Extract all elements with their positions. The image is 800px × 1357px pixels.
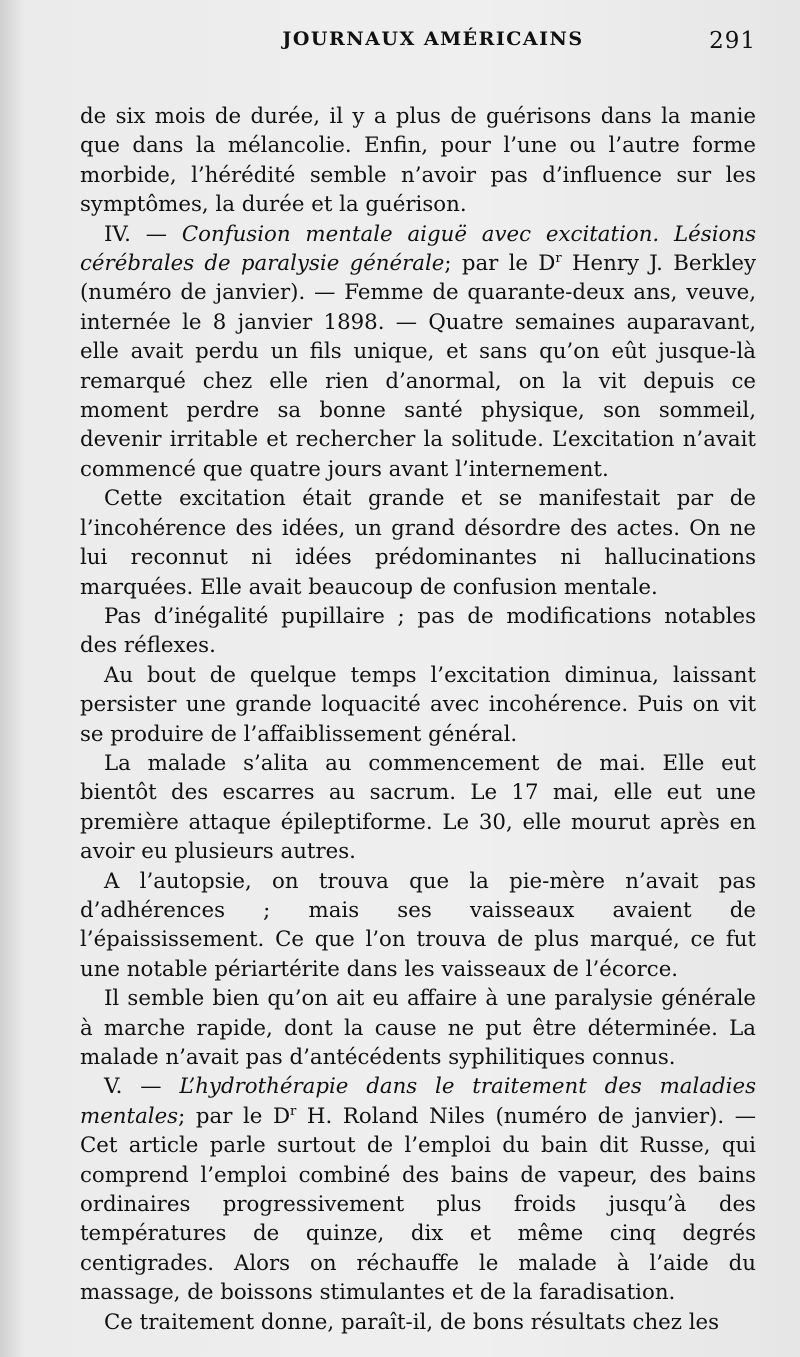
- section-number: IV. —: [104, 221, 182, 247]
- paragraph-text: Ce traitement donne, paraît-il, de bons résultats chez les: [104, 1309, 720, 1335]
- paragraph-continuation: [80, 102, 756, 220]
- byline-prefix: ; par le D: [178, 1103, 291, 1129]
- paragraph-text: Au bout de quelque temps l’excitation diminua, laissant persister une grande loquacité avec incohérence. Puis on vit se produire de l’affaiblissement général.: [80, 662, 756, 747]
- paragraph: [80, 867, 756, 985]
- section-text: H. Roland Niles (numéro de janvier). — Cet article parle surtout de l’emploi du bain dit Russe, qui comprend l’emploi combiné des bains de vapeur, des bains ordinaires progressivement plus froids jusqu’à des températures de quinze, dix et même cinq degrés centigrades. Alors on réchauffe le malade à l’aide du massage, de boissons stimulantes et de la faradisation.: [80, 1103, 757, 1306]
- doctor-superscript: r: [290, 1103, 297, 1119]
- doctor-superscript: r: [555, 250, 562, 266]
- section-iv: [80, 220, 756, 485]
- paragraph: [80, 749, 756, 867]
- paragraph: [80, 484, 756, 602]
- section-v: [80, 1072, 756, 1307]
- article-title: L’hydrothérapie dans le traitement des maladies mentales: [80, 1074, 756, 1129]
- section-number: V. —: [104, 1074, 180, 1100]
- paragraph: [80, 1308, 756, 1337]
- paragraph: [80, 661, 756, 749]
- paragraph-text: Pas d’inégalité pupillaire ; pas de modifications notables des réflexes.: [80, 603, 756, 659]
- paragraph-text: La malade s’alita au commencement de mai. Elle eut bientôt des escarres au sacrum. Le 17 mai, elle eut une première attaque épileptiforme. Le 30, elle mourut après en avoir eu plusieurs autres.: [80, 750, 756, 865]
- paragraph: [80, 602, 756, 661]
- byline-prefix: ; par le D: [444, 251, 556, 277]
- article-title: Confusion mentale aiguë avec excitation. Lésions cérébrales de paralysie générale: [80, 221, 756, 277]
- section-text: Henry J. Berkley (numéro de janvier). — Femme de quarante-deux ans, veuve, internée le 8 janvier 1898. — Quatre semaines auparavant, elle avait perdu un fils unique, et sans qu’on eût jusque-là remarqué chez elle rien d’anormal, on la vit depuis ce moment perdre sa bonne santé physique, son sommeil, devenir irritable et rechercher la solitude. L’excitation n’avait commencé que quatre jours avant l’internement.: [80, 251, 756, 482]
- paragraph-text: A l’autopsie, on trouva que la pie-mère n’avait pas d’adhérences ; mais ses vaisseaux avaient de l’épaississement. Ce que l’on trouva de plus marqué, ce fut une notable périartérite dans les vaisseaux de l’écorce.: [80, 868, 756, 982]
- running-title: JOURNAUX AMÉRICAINS: [282, 28, 584, 50]
- paragraph-text: Il semble bien qu’on ait eu affaire à une paralysie générale à marche rapide, dont la cause ne put être déterminée. La malade n’avait pas d’antécédents syphilitiques connus.: [80, 986, 756, 1070]
- body-text: [80, 102, 756, 1337]
- paragraph-text: de six mois de durée, il y a plus de guérisons dans la manie que dans la mélancolie. Enfin, pour l’une ou l’autre forme morbide, l’hérédité semble n’avoir pas d’influence sur les symptômes, la durée et la guérison.: [80, 104, 756, 218]
- paragraph-text: Cette excitation était grande et se manifestait par de l’incohérence des idées, un grand désordre des actes. On ne lui reconnut ni idées prédominantes ni hallucinations marquées. Elle avait beaucoup de confusion mentale.: [80, 486, 756, 600]
- paragraph: [80, 984, 756, 1072]
- page-header: [80, 28, 756, 68]
- page-number: 291: [709, 28, 756, 54]
